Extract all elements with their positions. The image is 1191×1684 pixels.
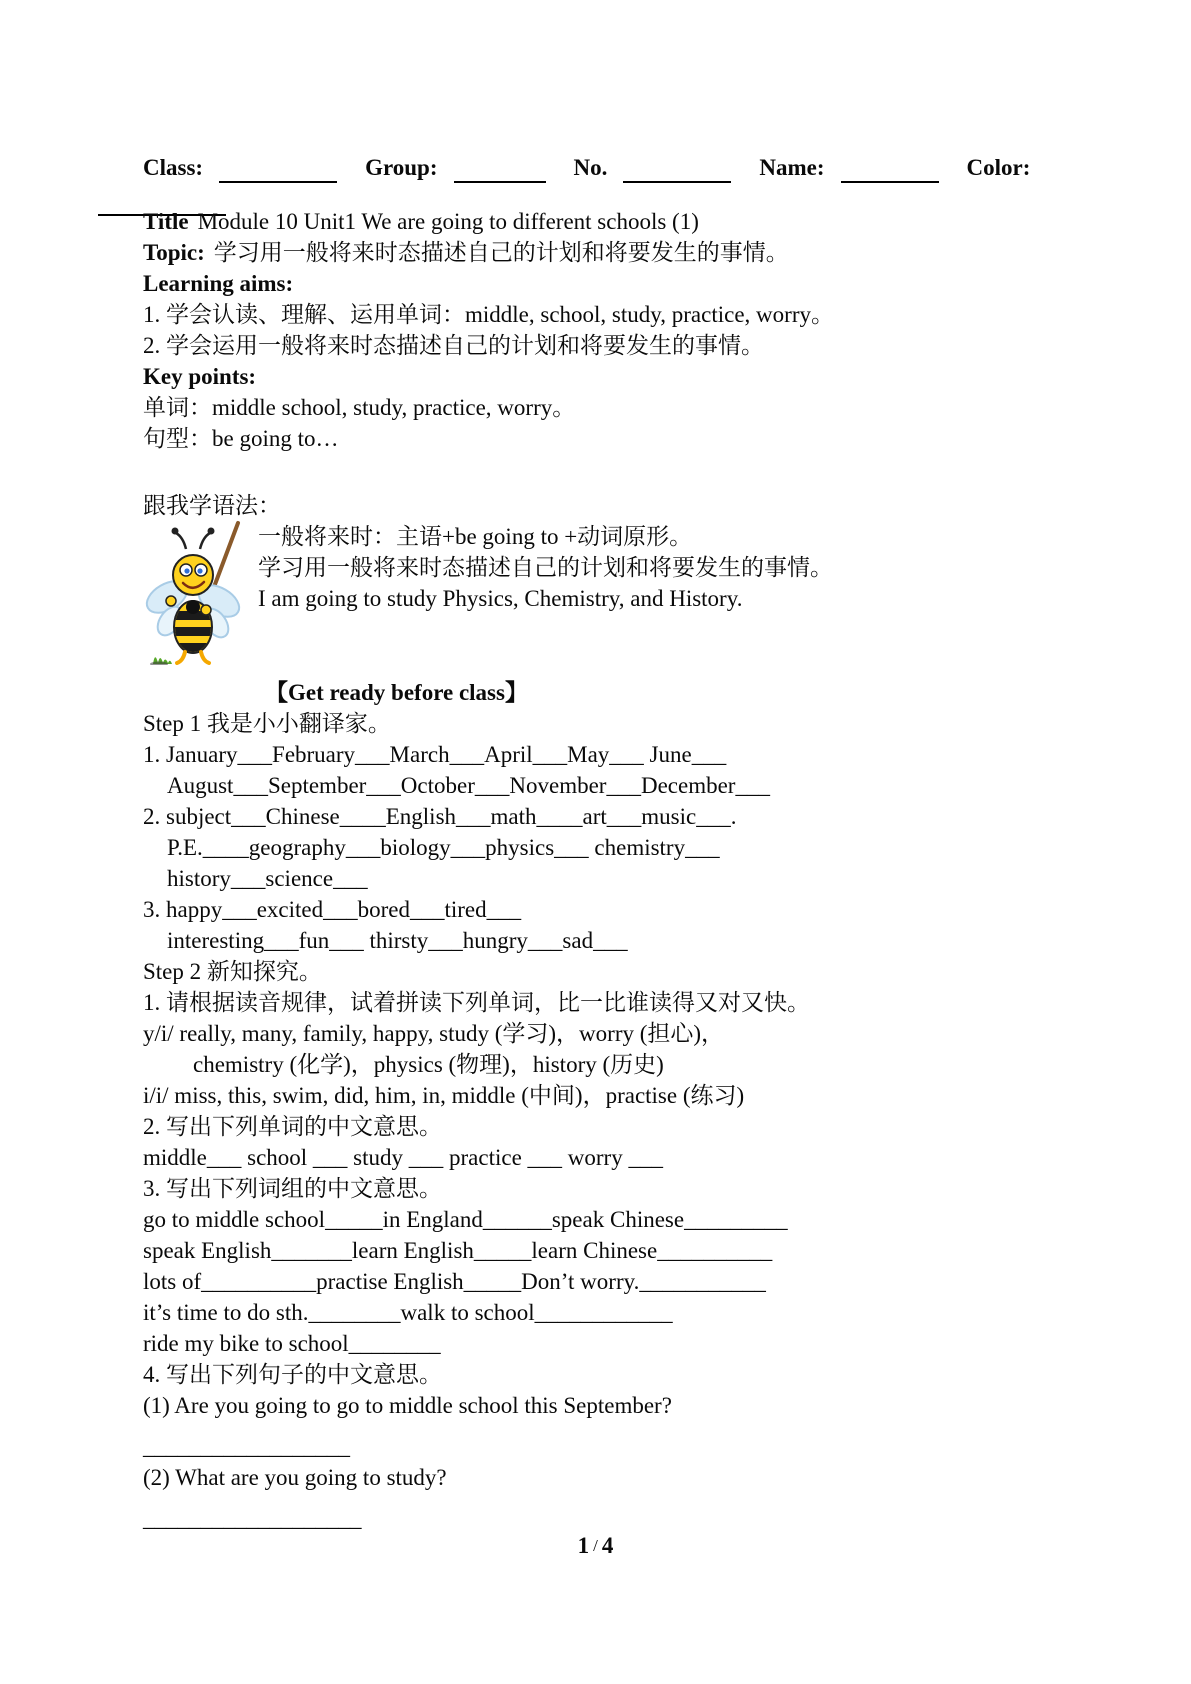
step2-phrases-line-2: speak English_______learn English_____learn Chinese__________ — [143, 1238, 773, 1263]
step2-phrases-line-5: ride my bike to school________ — [143, 1331, 441, 1356]
group-blank-line — [454, 155, 546, 183]
page-number-current: 1 — [577, 1533, 590, 1558]
header-fields-row — [143, 152, 1131, 183]
keypoint-pattern-line: 句型：be going to… — [143, 426, 339, 451]
page-number — [0, 1530, 1191, 1563]
title-text: Module 10 Unit1 We are going to different schools (1) — [197, 209, 699, 234]
step1-subjects-line-2: P.E.____geography___biology___physics___ chemistry___ — [167, 835, 720, 860]
aim-line-2: 2. 学会运用一般将来时态描述自己的计划和将要发生的事情。 — [143, 333, 764, 358]
bee-mascot-image — [143, 515, 243, 665]
grammar-rule-line: 一般将来时：主语+be going to +动词原形。 — [258, 524, 693, 549]
step1-subjects-line-1: 2. subject___Chinese____English___math____art___music___. — [143, 804, 737, 829]
page-number-total: 4 — [601, 1533, 614, 1558]
answer-blank-line-2: ___________________ — [143, 1506, 362, 1531]
step2-question-2: (2) What are you going to study? — [143, 1465, 447, 1490]
group-label: Group: — [365, 155, 438, 180]
aim-line-1: 1. 学会认读、理解、运用单词：middle, school, study, practice, worry。 — [143, 302, 834, 327]
grammar-example-line: I am going to study Physics, Chemistry, and History. — [258, 586, 743, 611]
step2-phonics-y-line: y/i/ really, many, family, happy, study (学习)，worry (担心)， — [143, 1021, 725, 1046]
step1-heading: Step 1 我是小小翻译家。 — [143, 711, 391, 736]
step1-months-line-1: 1. January___February___March___April___May___ June___ — [143, 742, 727, 767]
key-points-heading: Key points: — [143, 364, 257, 389]
keypoint-words-line: 单词：middle school, study, practice, worry。 — [143, 395, 576, 420]
name-blank-line — [841, 155, 939, 183]
step2-question-1: (1) Are you going to go to middle school this September? — [143, 1393, 672, 1418]
step2-phrases-intro: 3. 写出下列词组的中文意思。 — [143, 1176, 442, 1201]
step2-sentences-intro: 4. 写出下列句子的中文意思。 — [143, 1362, 442, 1387]
answer-blank-line-1: __________________ — [143, 1434, 350, 1459]
worksheet-body — [143, 206, 1138, 1534]
page-number-separator: / — [593, 1536, 598, 1555]
step1-feelings-line-2: interesting___fun___ thirsty___hungry___sad___ — [167, 928, 628, 953]
no-label: No. — [573, 155, 608, 180]
topic-label: Topic: — [143, 240, 205, 265]
step1-months-line-2: August___September___October___November___December___ — [167, 773, 770, 798]
step1-feelings-line-1: 3. happy___excited___bored___tired___ — [143, 897, 522, 922]
get-ready-heading: 【Get ready before class】 — [265, 680, 528, 705]
grammar-block — [143, 521, 1138, 677]
grammar-usage-line: 学习用一般将来时态描述自己的计划和将要发生的事情。 — [258, 555, 833, 580]
title-label: Title — [143, 209, 189, 234]
step2-heading: Step 2 新知探究。 — [143, 959, 322, 984]
class-blank-line — [219, 155, 337, 183]
step2-phonics-intro: 1. 请根据读音规律，试着拼读下列单词，比一比谁读得又对又快。 — [143, 990, 810, 1015]
step2-words-line: middle___ school ___ study ___ practice ___ worry ___ — [143, 1145, 663, 1170]
step2-phrases-line-1: go to middle school_____in England______speak Chinese_________ — [143, 1207, 788, 1232]
topic-text: 学习用一般将来时态描述自己的计划和将要发生的事情。 — [213, 240, 789, 265]
learning-aims-heading: Learning aims: — [143, 271, 294, 296]
step2-phonics-i-line: i/i/ miss, this, swim, did, him, in, middle (中间)，practise (练习) — [143, 1083, 745, 1108]
grammar-heading: 跟我学语法： — [143, 493, 281, 518]
class-label: Class: — [143, 155, 204, 180]
title-line — [143, 206, 1138, 237]
color-label: Color: — [966, 155, 1031, 180]
grammar-notes — [143, 521, 1138, 614]
name-label: Name: — [759, 155, 825, 180]
step2-phrases-line-4: it’s time to do sth.________walk to school____________ — [143, 1300, 673, 1325]
no-blank-line — [623, 155, 731, 183]
step1-subjects-line-3: history___science___ — [167, 866, 368, 891]
step2-words-intro: 2. 写出下列单词的中文意思。 — [143, 1114, 442, 1139]
topic-line — [143, 237, 1138, 268]
step2-phrases-line-3: lots of__________practise English_____Don’t worry.___________ — [143, 1269, 766, 1294]
blank-gap — [143, 454, 1138, 490]
step2-phonics-y-line-2: chemistry (化学)，physics (物理)，history (历史) — [193, 1052, 664, 1077]
